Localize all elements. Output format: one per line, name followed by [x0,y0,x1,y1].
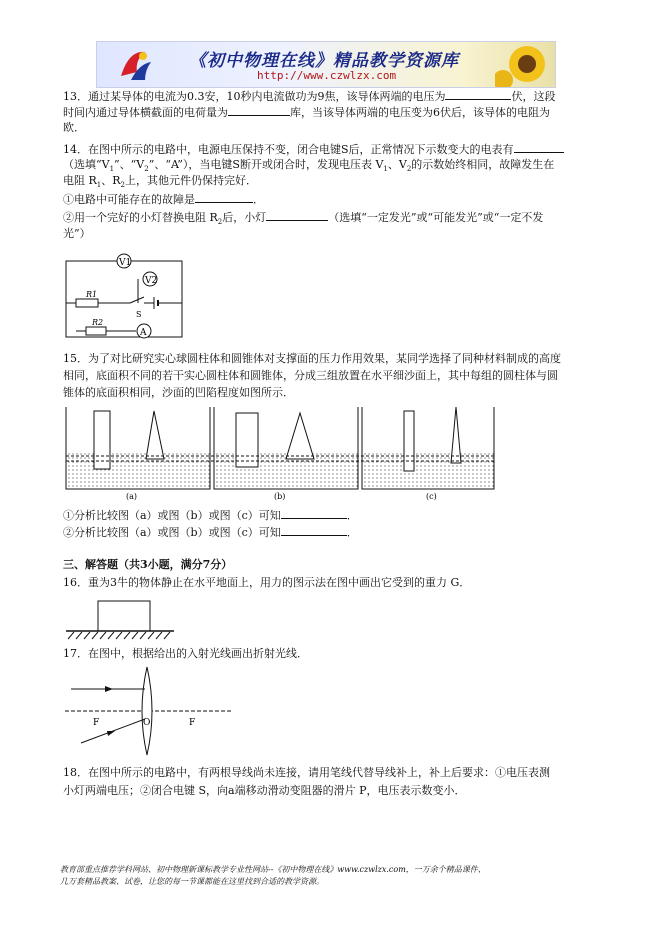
answer-blank[interactable] [266,209,328,221]
q13-text: 时间内通过导体横截面的电荷量为 [63,106,228,119]
q13-text: 库，当该导体两端的电压变为6伏后，该导体的电阻为 [290,106,550,119]
header-banner [96,41,556,88]
banner-title: 《初中物理在线》精品教学资源库 [189,51,459,71]
answer-blank[interactable] [195,191,253,203]
block [98,601,150,631]
answer-blank[interactable] [281,507,347,519]
panel-a [66,407,210,501]
q14-line1 [63,141,564,158]
q14-text: ． [253,193,264,206]
q14-item1 [63,191,264,208]
footer-line2: 几万套精品教案、试卷，让您的每一节课都能在这里找到合适的教学资源。 [60,877,324,886]
q15-text: ①分析比较图（a）或图（b）或图（c）可知 [63,509,281,522]
panel-c [362,407,494,501]
f-left-label: F [93,718,100,728]
q15-line1: 15．为了对比研究实心球圆柱体和圆锥体对支撑面的压力作用效果，某同学选择了同种材料制成的高度 [63,352,561,365]
answer-blank[interactable] [445,88,511,100]
q14-item2 [63,209,543,230]
v1-label: V1 [119,258,132,268]
banner-url[interactable]: http://www.czwlzx.com [257,69,397,82]
q15-text: ②分析比较图（a）或图（b）或图（c）可知 [63,526,281,539]
label-a: (a) [126,492,138,501]
r1-resistor [76,299,98,307]
answer-blank[interactable] [514,141,564,153]
q14-text: 上，其他元件仍保持完好． [125,174,258,187]
q14-item2-end: 光”） [63,227,91,240]
o-label: O [143,718,151,728]
answer-blank[interactable] [281,524,347,536]
q15-text: ． [346,509,358,522]
q14-text: ”、“V [114,158,145,171]
footer-line1: 教育部重点推荐学科网站、初中物理新课标教学专业性网站--《初中物理在线》www.czwlzx.com，一万余个精品课件、 [60,865,486,874]
q14-text: 14．在图中所示的电路中，电源电压保持不变，闭合电键S后，正常情况下示数变大的电表有 [63,143,514,156]
block-on-ground-figure [64,597,176,641]
r2-resistor [86,327,106,335]
subscript: 2 [406,165,412,174]
ground-hatch [68,632,170,639]
sand-figure [64,401,496,501]
subscript: 2 [120,181,126,190]
q13-text: 13．通过某导体的电流为0.3安，10秒内电流做功为9焦，该导体两端的电压为 [63,90,446,103]
arrow-icon [105,686,113,692]
q15-item2 [63,524,358,541]
answer-blank[interactable] [228,104,290,116]
q14-text: ”、“A”），当电键S断开或闭合时，发现电压表 V [148,158,384,171]
subscript: 2 [217,218,223,227]
q14-text: （选填“一定发光”或“可能发光”或“一定不发 [328,211,544,224]
q18-line2: 小灯两端电压；②闭合电键 S，向a端移动滑动变阻器的滑片 P，电压表示数变小． [63,784,466,797]
v2-meter [143,272,157,286]
q13-line3: 欧． [63,121,85,134]
arrow-icon [107,731,115,736]
switch-s [130,297,144,303]
q13-line2 [63,104,550,121]
subscript: 1 [383,165,388,174]
circuit-diagram [64,251,186,341]
q13-text: 伏，这段 [511,90,556,103]
a-label: A [140,328,147,338]
q15-text: ． [346,526,358,539]
r2-label: R2 [92,318,104,327]
section-title: 三、解答题（共3小题，满分7分） [63,558,233,571]
q14-text: ②用一个完好的小灯替换电阻 R [63,211,218,224]
subscript: 1 [109,165,115,174]
panel-b [214,407,358,501]
label-c: (c) [426,492,437,501]
q14-text: ①电路中可能存在的故障是 [63,193,195,206]
q16-text: 16．重为3牛的物体静止在水平地面上，用力的图示法在图中画出它受到的重力 G． [63,576,471,589]
r1-label: R1 [86,290,98,299]
q18-line1: 18．在图中所示的电路中，有两根导线尚未连接，请用笔线代替导线补上，补上后要求：①电压表测 [63,766,550,779]
s-label: S [136,310,142,319]
q15-line2: 相同，底面积不同的若干实心圆柱体和圆锥体，分成三组放置在水平细沙面上，其中每组的圆柱体与圆 [63,369,558,382]
v1-meter [117,254,131,268]
q17-text: 17．在图中，根据给出的入射光线画出折射光线． [63,647,308,660]
q15-line3: 锥体的底面积相同，沙面的凹陷程度如图所示． [63,386,294,399]
q15-item1 [63,507,358,524]
q14-text: 、V [387,158,407,171]
label-b: (b) [274,492,286,501]
q14-text: 电阻 R [63,174,97,187]
logo-icon [115,46,155,84]
q14-text: 后，小灯 [222,211,267,224]
q14-text: （选填“V [63,158,110,171]
sunflower-icon [495,42,555,87]
lens-figure [63,665,233,757]
q14-text: 的示数始终相同，故障发生在 [411,158,555,171]
subscript: 1 [96,181,102,190]
q14-text: 、R [101,174,121,187]
convex-lens [142,667,152,755]
f-right-label: F [189,718,196,728]
q13-line1 [63,88,555,105]
v2-label: V2 [145,276,158,286]
subscript: 2 [144,165,149,174]
